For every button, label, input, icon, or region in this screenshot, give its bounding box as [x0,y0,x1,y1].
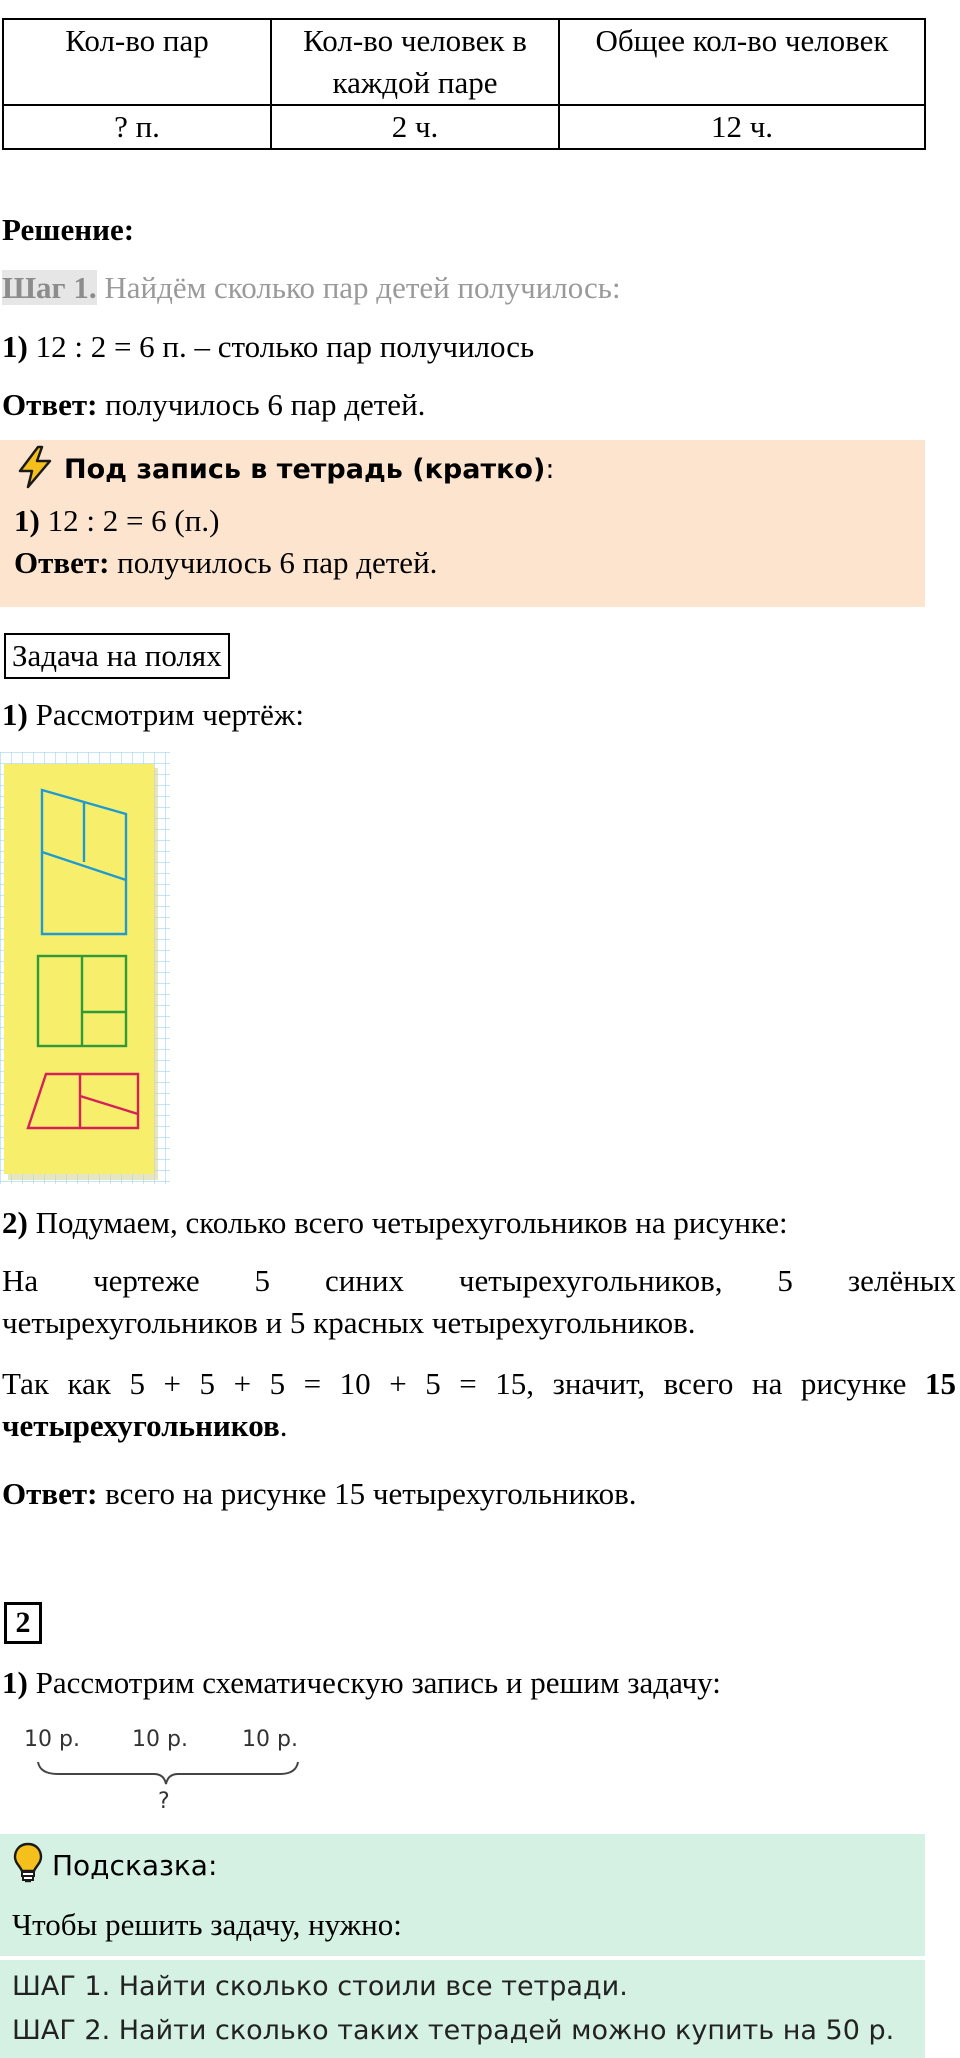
item-text: Подумаем, сколько всего четырехугольников на рисунке: [27,1205,788,1240]
step-text: Найдём сколько пар детей получилось: [96,270,621,305]
answer-label: Ответ: [2,387,98,422]
scheme-item: 10 р. [132,1727,188,1752]
hint-intro: Чтобы решить задачу, нужно: [12,1907,402,1942]
note-title [64,454,554,485]
table-header-row [3,19,925,105]
data-table [2,18,926,150]
margin-task-p2 [2,1202,788,1244]
note-answer [14,542,437,584]
note-line-1 [14,500,219,542]
step-label: ШАГ 1. [12,1971,111,2002]
lightning-icon [14,445,56,494]
item-text: Рассмотрим чертёж: [27,697,304,732]
step-label: ШАГ 2. [12,2015,111,2046]
scheme-item: 10 р. [24,1727,80,1752]
p4-end: . [279,1408,288,1443]
item-number: 2) [2,1205,28,1240]
table-header-cell: Кол-во пар [3,19,271,105]
notebook-note [0,440,925,607]
solution-heading: Решение: [2,212,135,247]
task-number: 2 [4,1602,42,1644]
step-1-line [2,267,621,309]
table-cell: ? п. [3,105,271,149]
lightbulb-icon [12,1841,44,1890]
table-header-cell: Общее кол-во человек [559,19,925,105]
hint-header [12,1840,217,1890]
margin-task-p4 [2,1363,956,1447]
step-label: Шаг 1. [2,270,97,305]
table-header-cell: Кол-во человек в каждой паре [271,19,559,105]
quadrilaterals-drawing [0,752,170,1184]
answer-label: Ответ: [14,545,110,580]
step-text: Найти сколько таких тетрадей можно купить на 50 р. [110,2015,895,2046]
scheme-item: 10 р. [242,1727,298,1752]
item-number: 1) [2,1665,28,1700]
table-cell: 2 ч. [271,105,559,149]
note-header [14,444,554,494]
p4-text: Так как 5 + 5 + 5 = 10 + 5 = 15, значит, всего на рисунке [2,1366,925,1401]
hint-box [0,1834,925,2058]
margin-task-answer [2,1473,636,1515]
table-cell: 12 ч. [559,105,925,149]
margin-task-p3-line2: четырехугольников и 5 красных четырехугольников. [2,1305,696,1340]
brace-icon [38,1762,298,1784]
table-row [3,105,925,149]
hint-step [12,1966,628,2008]
scheme-diagram [18,1722,318,1814]
solution-answer [2,384,425,426]
answer-text: всего на рисунке 15 четырехугольников. [97,1476,637,1511]
note-title-text: Под запись в тетрадь (кратко) [64,453,546,485]
item-text: Рассмотрим схематическую запись и решим задачу: [27,1665,721,1700]
margin-task-p1 [2,694,304,736]
divider [0,1956,925,1960]
answer-text: получилось 6 пар детей. [97,387,426,422]
note-title-colon: : [545,453,555,485]
scheme-total: ? [158,1789,170,1814]
answer-text: получилось 6 пар детей. [109,545,438,580]
solution-line-1 [2,326,534,368]
item-number: 1) [14,503,40,538]
step-text: Найти сколько стоили все тетради. [110,1971,628,2002]
hint-step [12,2010,894,2052]
margin-task-p3-line1: На чертеже 5 синих четырехугольников, 5 зелёных [2,1263,956,1298]
item-number: 1) [2,329,28,364]
item-text: 12 : 2 = 6 (п.) [39,503,220,538]
task2-p1 [2,1662,721,1704]
item-number: 1) [2,697,28,732]
margin-task-label: Задача на полях [4,633,230,679]
hint-title: Подсказка: [52,1848,218,1882]
item-text: 12 : 2 = 6 п. – столько пар получилось [27,329,535,364]
p4-bold: 15 четырехугольников [2,1366,956,1443]
answer-label: Ответ: [2,1476,98,1511]
